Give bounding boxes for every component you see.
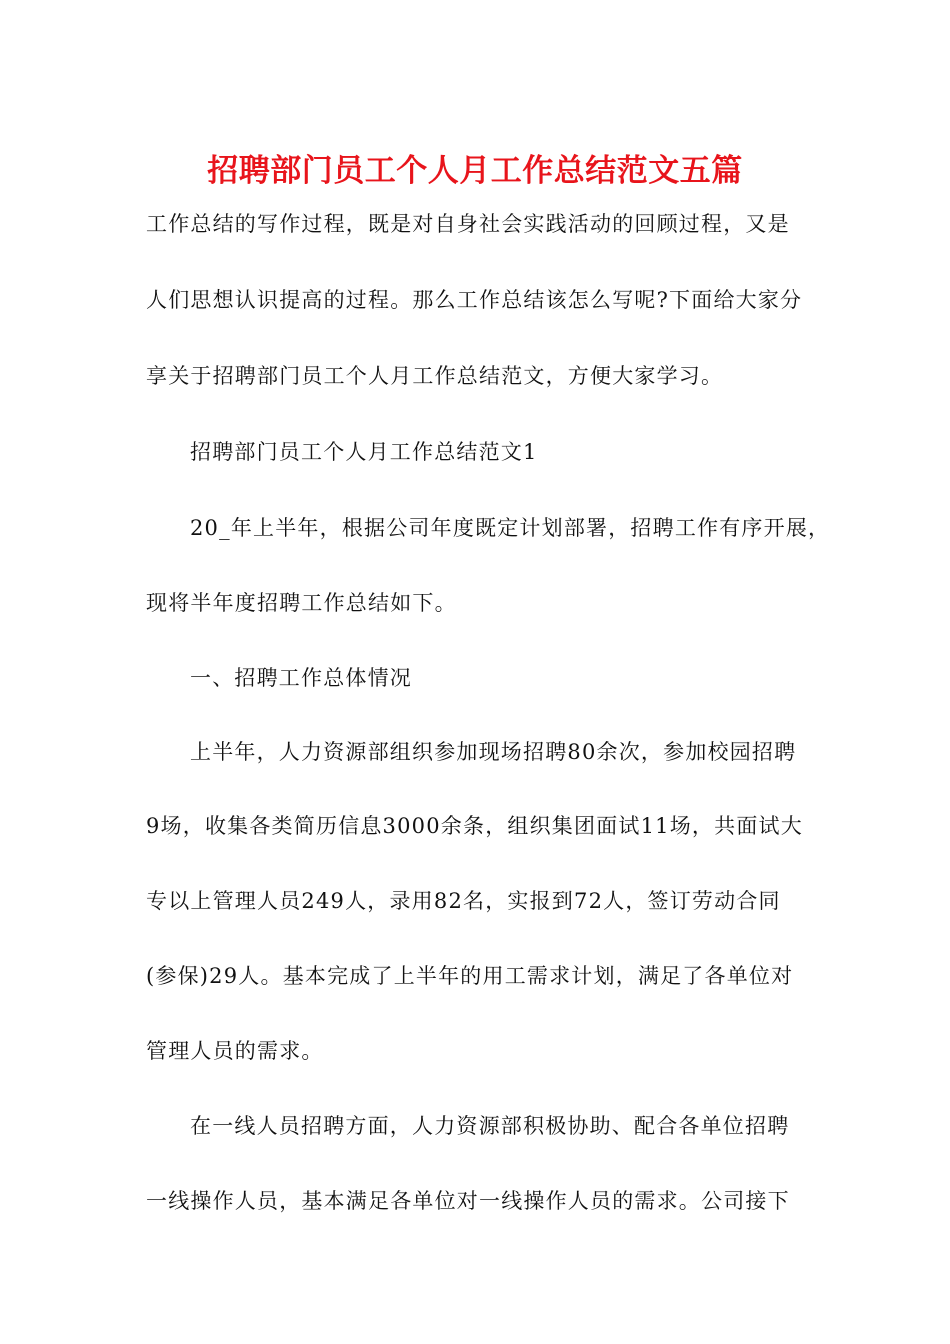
- subsection-heading: 一、招聘工作总体情况: [190, 666, 412, 690]
- paragraph-line: (参保)29人。基本完成了上半年的用工需求计划，满足了各单位对: [146, 964, 794, 988]
- paragraph-line: 上半年，人力资源部组织参加现场招聘80余次，参加校园招聘: [190, 740, 797, 764]
- paragraph-line: 一线操作人员，基本满足各单位对一线操作人员的需求。公司接下: [146, 1189, 790, 1213]
- paragraph-line: 20_年上半年，根据公司年度既定计划部署，招聘工作有序开展，: [190, 516, 831, 540]
- section-heading: 招聘部门员工个人月工作总结范文1: [190, 440, 538, 464]
- paragraph-line: 9场，收集各类简历信息3000余条，组织集团面试11场，共面试大: [146, 814, 803, 838]
- paragraph-line: 在一线人员招聘方面，人力资源部积极协助、配合各单位招聘: [190, 1114, 790, 1138]
- paragraph-line: 享关于招聘部门员工个人月工作总结范文，方便大家学习。: [146, 364, 724, 388]
- paragraph-line: 现将半年度招聘工作总结如下。: [146, 591, 457, 615]
- paragraph-line: 工作总结的写作过程，既是对自身社会实践活动的回顾过程，又是: [146, 212, 790, 236]
- paragraph-line: 人们思想认识提高的过程。那么工作总结该怎么写呢?下面给大家分: [146, 288, 803, 312]
- paragraph-line: 管理人员的需求。: [146, 1039, 324, 1063]
- document-title: 招聘部门员工个人月工作总结范文五篇: [207, 153, 743, 189]
- paragraph-line: 专以上管理人员249人，录用82名，实报到72人，签订劳动合同: [146, 889, 781, 913]
